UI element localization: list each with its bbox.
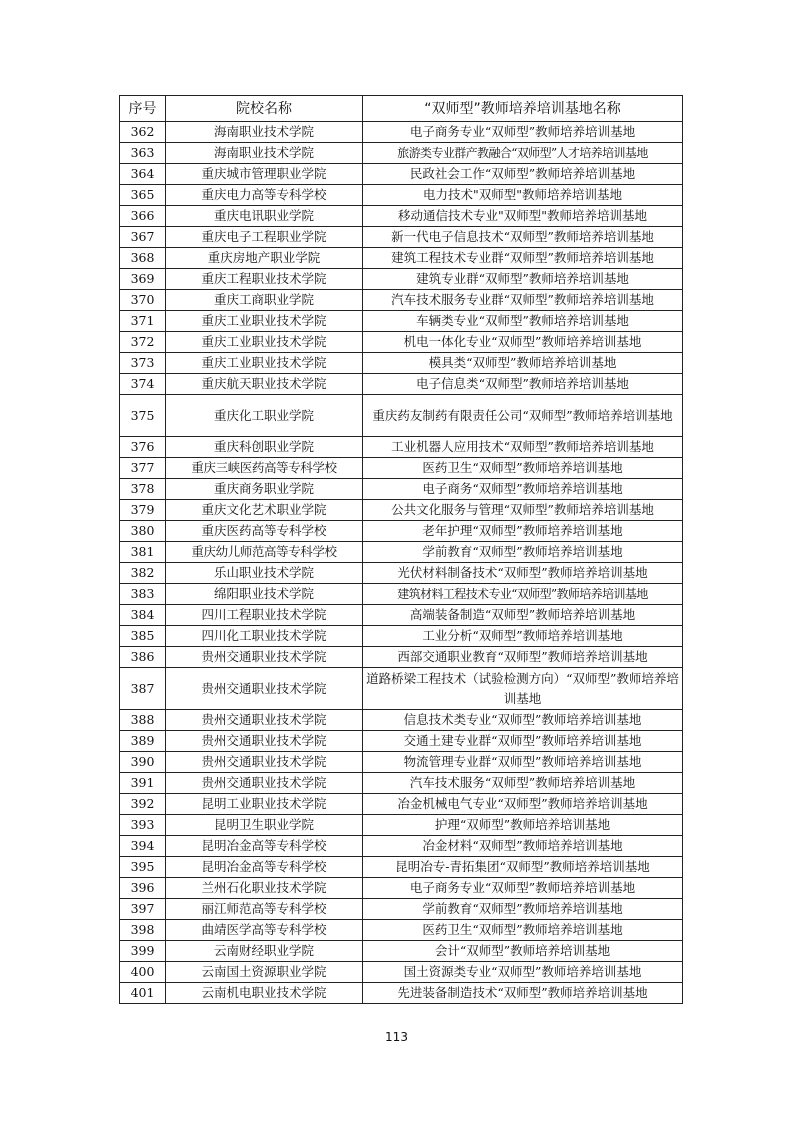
row-serial-number: 366	[120, 206, 166, 227]
table-row	[120, 647, 683, 668]
page-number: 113	[385, 1030, 408, 1044]
header-school-name: 院校名称	[166, 96, 363, 122]
row-base-name: 交通土建专业群“双师型”教师培养培训基地	[363, 731, 683, 752]
row-school-name: 重庆化工职业学院	[166, 395, 363, 437]
row-school-name: 海南职业技术学院	[166, 122, 363, 143]
row-base-name: 公共文化服务与管理“双师型”教师培养培训基地	[363, 500, 683, 521]
table-row	[120, 500, 683, 521]
row-serial-number: 386	[120, 647, 166, 668]
row-school-name: 昆明卫生职业学院	[166, 815, 363, 836]
table-body	[120, 122, 683, 1004]
row-school-name: 重庆电讯职业学院	[166, 206, 363, 227]
row-serial-number: 372	[120, 332, 166, 353]
row-base-name: 电子商务专业“双师型”教师培养培训基地	[363, 122, 683, 143]
row-base-name: 工业机器人应用技术“双师型”教师培养培训基地	[363, 437, 683, 458]
row-base-name: 新一代电子信息技术“双师型”教师培养培训基地	[363, 227, 683, 248]
row-school-name: 贵州交通职业技术学院	[166, 752, 363, 773]
row-base-name: 国土资源类专业“双师型”教师培养培训基地	[363, 962, 683, 983]
row-serial-number: 365	[120, 185, 166, 206]
row-school-name: 重庆房地产职业学院	[166, 248, 363, 269]
row-serial-number: 394	[120, 836, 166, 857]
row-serial-number: 395	[120, 857, 166, 878]
row-base-name: 建筑专业群“双师型”教师培养培训基地	[363, 269, 683, 290]
row-serial-number: 389	[120, 731, 166, 752]
table-row	[120, 605, 683, 626]
row-school-name: 重庆幼儿师范高等专科学校	[166, 542, 363, 563]
row-school-name: 重庆三峡医药高等专科学校	[166, 458, 363, 479]
row-serial-number: 378	[120, 479, 166, 500]
row-base-name: 民政社会工作“双师型”教师培养培训基地	[363, 164, 683, 185]
table-row	[120, 164, 683, 185]
header-base-name: “双师型”教师培养培训基地名称	[363, 96, 683, 122]
row-serial-number: 363	[120, 143, 166, 164]
row-serial-number: 382	[120, 563, 166, 584]
row-serial-number: 399	[120, 941, 166, 962]
row-base-name: 护理“双师型”教师培养培训基地	[363, 815, 683, 836]
row-school-name: 贵州交通职业技术学院	[166, 668, 363, 710]
row-school-name: 重庆工业职业技术学院	[166, 311, 363, 332]
row-school-name: 四川化工职业技术学院	[166, 626, 363, 647]
row-base-name: 车辆类专业“双师型”教师培养培训基地	[363, 311, 683, 332]
row-base-name: 机电一体化专业“双师型”教师培养培训基地	[363, 332, 683, 353]
row-serial-number: 388	[120, 710, 166, 731]
row-base-name: 先进装备制造技术“双师型”教师培养培训基地	[363, 983, 683, 1004]
table-row	[120, 521, 683, 542]
table-row	[120, 920, 683, 941]
row-base-name: 汽车技术服务专业群“双师型”教师培养培训基地	[363, 290, 683, 311]
row-school-name: 曲靖医学高等专科学校	[166, 920, 363, 941]
row-base-name: 信息技术类专业“双师型”教师培养培训基地	[363, 710, 683, 731]
row-school-name: 云南国土资源职业学院	[166, 962, 363, 983]
table-row	[120, 836, 683, 857]
table-row	[120, 206, 683, 227]
row-school-name: 重庆工程职业技术学院	[166, 269, 363, 290]
row-school-name: 乐山职业技术学院	[166, 563, 363, 584]
header-serial-number: 序号	[120, 96, 166, 122]
row-serial-number: 373	[120, 353, 166, 374]
table-row	[120, 773, 683, 794]
row-serial-number: 368	[120, 248, 166, 269]
row-serial-number: 401	[120, 983, 166, 1004]
row-base-name: 移动通信技术专业"双师型"教师培养培训基地	[363, 206, 683, 227]
row-base-name: 建筑材料工程技术专业“双师型”教师培养培训基地	[363, 584, 683, 605]
row-serial-number: 379	[120, 500, 166, 521]
row-base-name: 重庆药友制药有限责任公司“双师型”教师培养培训基地	[363, 395, 683, 437]
row-base-name: 学前教育“双师型”教师培养培训基地	[363, 899, 683, 920]
row-school-name: 贵州交通职业技术学院	[166, 773, 363, 794]
table-header-row	[120, 96, 683, 122]
table-row	[120, 395, 683, 437]
table-row	[120, 668, 683, 710]
row-base-name: 道路桥梁工程技术（试验检测方向）“双师型”教师培养培训基地	[363, 668, 683, 710]
row-school-name: 绵阳职业技术学院	[166, 584, 363, 605]
row-base-name: 光伏材料制备技术“双师型”教师培养培训基地	[363, 563, 683, 584]
row-school-name: 重庆科创职业学院	[166, 437, 363, 458]
row-school-name: 贵州交通职业技术学院	[166, 647, 363, 668]
row-school-name: 重庆城市管理职业学院	[166, 164, 363, 185]
table-row	[120, 374, 683, 395]
row-school-name: 重庆商务职业学院	[166, 479, 363, 500]
row-school-name: 昆明工业职业技术学院	[166, 794, 363, 815]
row-serial-number: 390	[120, 752, 166, 773]
row-serial-number: 380	[120, 521, 166, 542]
row-school-name: 贵州交通职业技术学院	[166, 710, 363, 731]
row-base-name: 电子商务专业“双师型”教师培养培训基地	[363, 878, 683, 899]
row-serial-number: 396	[120, 878, 166, 899]
table-row	[120, 248, 683, 269]
row-base-name: 物流管理专业群“双师型”教师培养培训基地	[363, 752, 683, 773]
row-base-name: 电子信息类“双师型”教师培养培训基地	[363, 374, 683, 395]
row-school-name: 海南职业技术学院	[166, 143, 363, 164]
row-base-name: 冶金材料“双师型”教师培养培训基地	[363, 836, 683, 857]
row-school-name: 昆明冶金高等专科学校	[166, 857, 363, 878]
row-base-name: 电力技术"双师型"教师培养培训基地	[363, 185, 683, 206]
table-row	[120, 269, 683, 290]
table-row	[120, 122, 683, 143]
row-base-name: 西部交通职业教育“双师型”教师培养培训基地	[363, 647, 683, 668]
row-school-name: 重庆文化艺术职业学院	[166, 500, 363, 521]
row-school-name: 重庆工商职业学院	[166, 290, 363, 311]
row-serial-number: 383	[120, 584, 166, 605]
row-base-name: 冶金机械电气专业“双师型”教师培养培训基地	[363, 794, 683, 815]
table-row	[120, 185, 683, 206]
row-school-name: 重庆工业职业技术学院	[166, 332, 363, 353]
row-base-name: 医药卫生“双师型”教师培养培训基地	[363, 920, 683, 941]
row-base-name: 高端装备制造“双师型”教师培养培训基地	[363, 605, 683, 626]
table-row	[120, 143, 683, 164]
table-row	[120, 311, 683, 332]
row-serial-number: 376	[120, 437, 166, 458]
row-school-name: 兰州石化职业技术学院	[166, 878, 363, 899]
row-serial-number: 384	[120, 605, 166, 626]
table-row	[120, 710, 683, 731]
table-row	[120, 794, 683, 815]
table-row	[120, 941, 683, 962]
row-school-name: 云南财经职业学院	[166, 941, 363, 962]
row-base-name: 学前教育“双师型”教师培养培训基地	[363, 542, 683, 563]
row-base-name: 老年护理“双师型”教师培养培训基地	[363, 521, 683, 542]
training-base-table	[119, 95, 683, 1004]
row-serial-number: 397	[120, 899, 166, 920]
table-row	[120, 227, 683, 248]
row-base-name: 建筑工程技术专业群“双师型”教师培养培训基地	[363, 248, 683, 269]
row-serial-number: 391	[120, 773, 166, 794]
table-row	[120, 479, 683, 500]
row-base-name: 模具类“双师型”教师培养培训基地	[363, 353, 683, 374]
row-school-name: 四川工程职业技术学院	[166, 605, 363, 626]
table-row	[120, 458, 683, 479]
row-school-name: 丽江师范高等专科学校	[166, 899, 363, 920]
table-row	[120, 584, 683, 605]
row-base-name: 昆明冶专-青拓集团“双师型”教师培养培训基地	[363, 857, 683, 878]
row-school-name: 昆明冶金高等专科学校	[166, 836, 363, 857]
row-base-name: 医药卫生“双师型”教师培养培训基地	[363, 458, 683, 479]
row-serial-number: 374	[120, 374, 166, 395]
table-row	[120, 878, 683, 899]
row-school-name: 重庆电子工程职业学院	[166, 227, 363, 248]
table-row	[120, 563, 683, 584]
row-serial-number: 367	[120, 227, 166, 248]
row-serial-number: 370	[120, 290, 166, 311]
table-row	[120, 899, 683, 920]
row-serial-number: 377	[120, 458, 166, 479]
row-base-name: 旅游类专业群产教融合“双师型”人才培养培训基地	[363, 143, 683, 164]
row-school-name: 重庆工业职业技术学院	[166, 353, 363, 374]
row-base-name: 电子商务“双师型”教师培养培训基地	[363, 479, 683, 500]
table-row	[120, 983, 683, 1004]
row-school-name: 重庆电力高等专科学校	[166, 185, 363, 206]
row-base-name: 会计“双师型”教师培养培训基地	[363, 941, 683, 962]
table-row	[120, 626, 683, 647]
row-serial-number: 362	[120, 122, 166, 143]
row-serial-number: 381	[120, 542, 166, 563]
row-serial-number: 371	[120, 311, 166, 332]
table-row	[120, 353, 683, 374]
table-row	[120, 290, 683, 311]
table-row	[120, 857, 683, 878]
row-serial-number: 387	[120, 668, 166, 710]
row-school-name: 重庆航天职业技术学院	[166, 374, 363, 395]
row-base-name: 汽车技术服务“双师型”教师培养培训基地	[363, 773, 683, 794]
row-school-name: 重庆医药高等专科学校	[166, 521, 363, 542]
row-serial-number: 392	[120, 794, 166, 815]
row-serial-number: 364	[120, 164, 166, 185]
table-row	[120, 542, 683, 563]
table-row	[120, 437, 683, 458]
table-row	[120, 815, 683, 836]
table-row	[120, 332, 683, 353]
row-serial-number: 400	[120, 962, 166, 983]
row-school-name: 贵州交通职业技术学院	[166, 731, 363, 752]
table-row	[120, 962, 683, 983]
row-serial-number: 393	[120, 815, 166, 836]
row-school-name: 云南机电职业技术学院	[166, 983, 363, 1004]
row-serial-number: 375	[120, 395, 166, 437]
row-serial-number: 369	[120, 269, 166, 290]
row-serial-number: 398	[120, 920, 166, 941]
row-serial-number: 385	[120, 626, 166, 647]
table-row	[120, 752, 683, 773]
table-row	[120, 731, 683, 752]
row-base-name: 工业分析“双师型”教师培养培训基地	[363, 626, 683, 647]
